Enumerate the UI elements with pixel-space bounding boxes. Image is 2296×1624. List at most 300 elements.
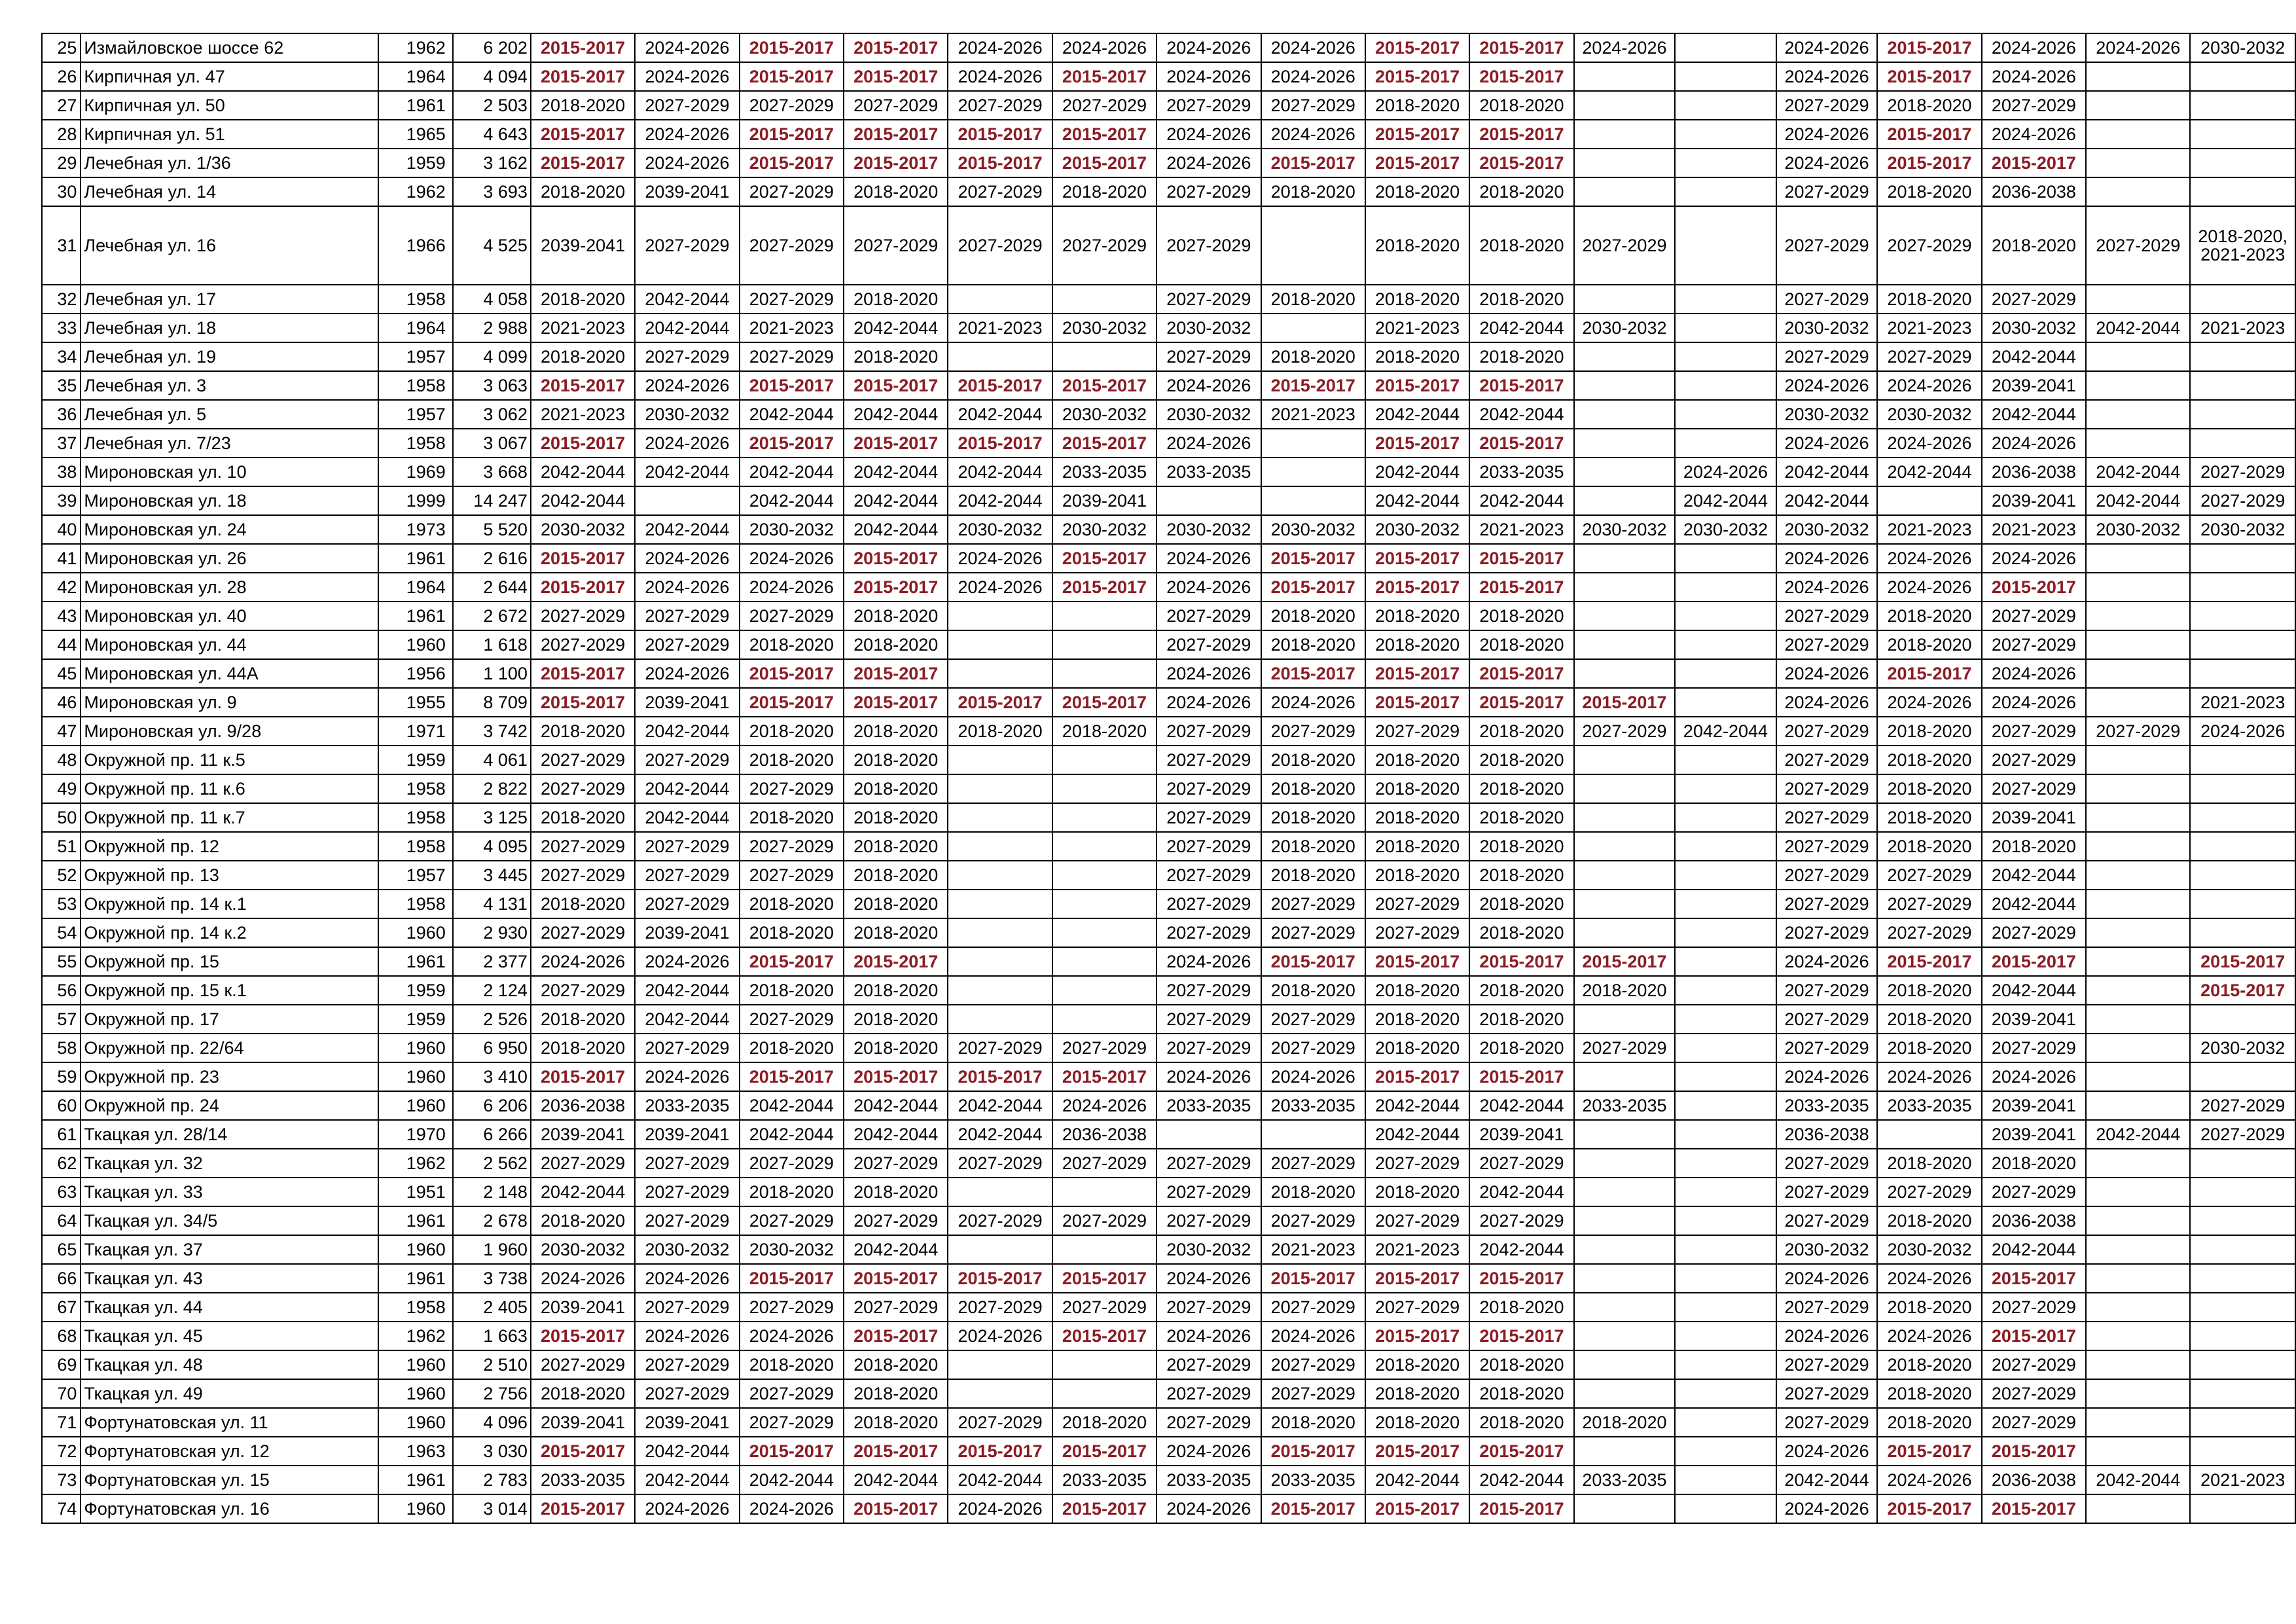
period-cell: 2042-2044 xyxy=(1982,976,2086,1005)
period-cell: 2018-2020 xyxy=(531,91,635,120)
period-cell: 2024-2026 xyxy=(1982,429,2086,458)
period-cell: 2015-2017 xyxy=(1877,120,1981,149)
period-cell: 2039-2041 xyxy=(531,1408,635,1437)
period-cell: 2018-2020 xyxy=(844,746,948,774)
period-cell: 2030-2032 xyxy=(1982,314,2086,342)
period-cell: 2015-2017 xyxy=(844,544,948,573)
year-cell: 1959 xyxy=(378,746,453,774)
period-cell: 2018-2020 xyxy=(1365,1034,1469,1062)
row-number: 44 xyxy=(42,630,81,659)
period-cell: 2018-2020 xyxy=(1469,746,1573,774)
table-row xyxy=(42,33,2295,62)
period-cell: 2015-2017 xyxy=(1365,1322,1469,1350)
period-cell: 2027-2029 xyxy=(1365,1149,1469,1178)
year-cell: 1959 xyxy=(378,976,453,1005)
period-cell: 2042-2044 xyxy=(948,486,1052,515)
period-cell: 2015-2017 xyxy=(948,688,1052,717)
period-cell xyxy=(948,918,1052,947)
period-cell xyxy=(1052,630,1157,659)
period-cell: 2015-2017 xyxy=(948,120,1052,149)
address-cell: Окружной пр. 23 xyxy=(81,1062,378,1091)
period-cell: 2018-2020 xyxy=(1877,1293,1981,1322)
period-cell: 2024-2026 xyxy=(635,429,739,458)
period-cell: 2033-2035 xyxy=(1157,1091,1261,1120)
period-cell: 2015-2017 xyxy=(1877,33,1981,62)
table-row xyxy=(42,1293,2295,1322)
table-row xyxy=(42,717,2295,746)
period-cell xyxy=(1574,832,1676,861)
period-cell xyxy=(948,285,1052,314)
area-cell: 2 526 xyxy=(453,1005,531,1034)
year-cell: 1959 xyxy=(378,149,453,177)
period-cell xyxy=(2086,177,2190,206)
area-cell: 6 950 xyxy=(453,1034,531,1062)
period-cell xyxy=(2190,890,2295,918)
table-row xyxy=(42,573,2295,602)
row-number: 56 xyxy=(42,976,81,1005)
table-row xyxy=(42,1005,2295,1034)
area-cell: 2 988 xyxy=(453,314,531,342)
period-cell: 2027-2029 xyxy=(1982,1034,2086,1062)
period-cell: 2018-2020 xyxy=(1469,832,1573,861)
period-cell: 2015-2017 xyxy=(740,688,844,717)
period-cell: 2027-2029 xyxy=(1157,1408,1261,1437)
period-cell: 2027-2029 xyxy=(1052,1034,1157,1062)
year-cell: 1959 xyxy=(378,1005,453,1034)
period-cell: 2015-2017 xyxy=(1261,1264,1365,1293)
period-cell xyxy=(1675,1293,1776,1322)
period-cell: 2027-2029 xyxy=(844,1206,948,1235)
year-cell: 1963 xyxy=(378,1437,453,1466)
period-cell: 2027-2029 xyxy=(1365,717,1469,746)
period-cell: 2042-2044 xyxy=(1469,1091,1573,1120)
table-row xyxy=(42,1322,2295,1350)
period-cell: 2042-2044 xyxy=(1982,861,2086,890)
row-number: 61 xyxy=(42,1120,81,1149)
period-cell: 2024-2026 xyxy=(635,1494,739,1523)
period-cell: 2018-2020 xyxy=(740,1350,844,1379)
period-cell: 2042-2044 xyxy=(531,1178,635,1206)
period-cell: 2027-2029 xyxy=(635,342,739,371)
address-cell: Окружной пр. 22/64 xyxy=(81,1034,378,1062)
period-cell: 2033-2035 xyxy=(1261,1091,1365,1120)
period-cell: 2042-2044 xyxy=(635,285,739,314)
table-row xyxy=(42,515,2295,544)
year-cell: 1961 xyxy=(378,544,453,573)
period-cell xyxy=(1574,149,1676,177)
period-cell: 2027-2029 xyxy=(948,1408,1052,1437)
row-number: 26 xyxy=(42,62,81,91)
period-cell: 2024-2026 xyxy=(635,1062,739,1091)
period-cell: 2027-2029 xyxy=(1877,890,1981,918)
period-cell: 2024-2026 xyxy=(635,1264,739,1293)
period-cell: 2018-2020 xyxy=(740,1034,844,1062)
period-cell: 2015-2017 xyxy=(1469,1264,1573,1293)
table-row xyxy=(42,1034,2295,1062)
period-cell xyxy=(635,486,739,515)
period-cell xyxy=(2190,1408,2295,1437)
period-cell: 2039-2041 xyxy=(531,206,635,285)
row-number: 54 xyxy=(42,918,81,947)
period-cell: 2027-2029 xyxy=(740,602,844,630)
period-cell xyxy=(1052,832,1157,861)
period-cell xyxy=(2190,1264,2295,1293)
table-row xyxy=(42,832,2295,861)
area-cell: 1 618 xyxy=(453,630,531,659)
period-cell: 2042-2044 xyxy=(2086,1120,2190,1149)
period-cell xyxy=(1574,890,1676,918)
period-cell: 2024-2026 xyxy=(1157,1264,1261,1293)
period-cell: 2024-2026 xyxy=(740,573,844,602)
period-cell: 2015-2017 xyxy=(1574,688,1676,717)
period-cell xyxy=(1675,1437,1776,1466)
period-cell xyxy=(2190,630,2295,659)
period-cell: 2018-2020 xyxy=(740,803,844,832)
period-cell xyxy=(1675,1322,1776,1350)
period-cell: 2027-2029 xyxy=(1776,1034,1878,1062)
period-cell: 2042-2044 xyxy=(1776,486,1878,515)
period-cell: 2042-2044 xyxy=(740,486,844,515)
period-cell: 2024-2026 xyxy=(1877,544,1981,573)
period-cell xyxy=(2190,1149,2295,1178)
period-cell: 2027-2029 xyxy=(2190,1091,2295,1120)
period-cell xyxy=(2190,285,2295,314)
period-cell: 2024-2026 xyxy=(1776,1062,1878,1091)
row-number: 41 xyxy=(42,544,81,573)
period-cell: 2027-2029 xyxy=(1776,861,1878,890)
period-cell: 2015-2017 xyxy=(1261,1494,1365,1523)
period-cell: 2027-2029 xyxy=(1982,1408,2086,1437)
period-cell: 2027-2029 xyxy=(531,630,635,659)
period-cell: 2018-2020 xyxy=(1469,1005,1573,1034)
period-cell xyxy=(2190,832,2295,861)
period-cell: 2018-2020 xyxy=(531,1379,635,1408)
period-cell: 2027-2029 xyxy=(635,890,739,918)
period-cell: 2018-2020 xyxy=(740,918,844,947)
area-cell: 2 405 xyxy=(453,1293,531,1322)
period-cell: 2042-2044 xyxy=(1469,486,1573,515)
period-cell xyxy=(948,832,1052,861)
period-cell: 2042-2044 xyxy=(844,400,948,429)
period-cell: 2018-2020 xyxy=(1469,285,1573,314)
period-cell: 2015-2017 xyxy=(1877,947,1981,976)
period-cell: 2039-2041 xyxy=(1052,486,1157,515)
period-cell: 2015-2017 xyxy=(948,1437,1052,1466)
period-cell: 2042-2044 xyxy=(740,458,844,486)
table-row xyxy=(42,630,2295,659)
area-cell: 4 099 xyxy=(453,342,531,371)
period-cell: 2015-2017 xyxy=(1052,1322,1157,1350)
period-cell: 2015-2017 xyxy=(1365,120,1469,149)
period-cell xyxy=(2086,659,2190,688)
period-cell: 2027-2029 xyxy=(1574,1034,1676,1062)
period-cell: 2018-2020 xyxy=(531,1206,635,1235)
year-cell: 1964 xyxy=(378,573,453,602)
period-cell: 2018-2020 xyxy=(1469,918,1573,947)
period-cell: 2027-2029 xyxy=(844,1293,948,1322)
area-cell: 2 930 xyxy=(453,918,531,947)
period-cell: 2024-2026 xyxy=(1157,62,1261,91)
table-row xyxy=(42,1149,2295,1178)
year-cell: 1957 xyxy=(378,342,453,371)
period-cell: 2042-2044 xyxy=(844,458,948,486)
period-cell: 2042-2044 xyxy=(1776,1466,1878,1494)
period-cell xyxy=(1877,1120,1981,1149)
year-cell: 1962 xyxy=(378,33,453,62)
period-cell: 2042-2044 xyxy=(531,486,635,515)
period-cell: 2027-2029 xyxy=(1574,717,1676,746)
table-row xyxy=(42,1379,2295,1408)
period-cell: 2027-2029 xyxy=(1157,1350,1261,1379)
row-number: 73 xyxy=(42,1466,81,1494)
period-cell: 2015-2017 xyxy=(844,659,948,688)
period-cell: 2018-2020 xyxy=(844,1034,948,1062)
period-cell: 2018-2020 xyxy=(1365,1408,1469,1437)
period-cell: 2018-2020 xyxy=(1261,774,1365,803)
period-cell: 2039-2041 xyxy=(531,1120,635,1149)
period-cell xyxy=(1261,314,1365,342)
period-cell: 2015-2017 xyxy=(1365,429,1469,458)
period-cell xyxy=(2190,746,2295,774)
period-cell: 2027-2029 xyxy=(635,602,739,630)
period-cell: 2042-2044 xyxy=(1877,458,1981,486)
table-row xyxy=(42,149,2295,177)
period-cell: 2015-2017 xyxy=(844,688,948,717)
period-cell: 2024-2026 xyxy=(635,149,739,177)
row-number: 48 xyxy=(42,746,81,774)
period-cell: 2027-2029 xyxy=(531,861,635,890)
period-cell: 2024-2026 xyxy=(1157,120,1261,149)
period-cell: 2018-2020 xyxy=(844,1350,948,1379)
address-cell: Лечебная ул. 17 xyxy=(81,285,378,314)
period-cell: 2018-2020 xyxy=(1365,91,1469,120)
row-number: 30 xyxy=(42,177,81,206)
address-cell: Лечебная ул. 18 xyxy=(81,314,378,342)
area-cell: 14 247 xyxy=(453,486,531,515)
period-cell: 2027-2029 xyxy=(1982,717,2086,746)
period-cell: 2027-2029 xyxy=(948,1293,1052,1322)
period-cell xyxy=(1574,1120,1676,1149)
period-cell: 2018-2020 xyxy=(844,602,948,630)
period-cell: 2042-2044 xyxy=(1365,1091,1469,1120)
period-cell xyxy=(2086,832,2190,861)
period-cell: 2027-2029 xyxy=(1982,285,2086,314)
period-cell: 2018-2020 xyxy=(1365,177,1469,206)
row-number: 36 xyxy=(42,400,81,429)
period-cell: 2018-2020 xyxy=(844,803,948,832)
period-cell: 2018-2020 xyxy=(1877,1149,1981,1178)
period-cell xyxy=(948,659,1052,688)
period-cell: 2018-2020 xyxy=(1877,1206,1981,1235)
period-cell xyxy=(1574,1062,1676,1091)
period-cell: 2042-2044 xyxy=(844,1466,948,1494)
period-cell: 2027-2029 xyxy=(740,832,844,861)
period-cell: 2027-2029 xyxy=(1776,1350,1878,1379)
period-cell: 2042-2044 xyxy=(1982,890,2086,918)
area-cell: 8 709 xyxy=(453,688,531,717)
period-cell: 2042-2044 xyxy=(1982,1235,2086,1264)
table-row xyxy=(42,947,2295,976)
year-cell: 1960 xyxy=(378,918,453,947)
period-cell: 2015-2017 xyxy=(844,1322,948,1350)
period-cell: 2015-2017 xyxy=(844,573,948,602)
period-cell xyxy=(1574,342,1676,371)
period-cell xyxy=(2086,149,2190,177)
period-cell: 2027-2029 xyxy=(1261,918,1365,947)
period-cell: 2039-2041 xyxy=(1982,1091,2086,1120)
period-cell: 2039-2041 xyxy=(531,1293,635,1322)
period-cell: 2024-2026 xyxy=(1261,62,1365,91)
period-cell: 2027-2029 xyxy=(1157,746,1261,774)
year-cell: 1960 xyxy=(378,1034,453,1062)
period-cell xyxy=(1052,890,1157,918)
period-cell: 2027-2029 xyxy=(1982,746,2086,774)
period-cell xyxy=(2190,120,2295,149)
period-cell: 2033-2035 xyxy=(1574,1091,1676,1120)
area-cell: 4 131 xyxy=(453,890,531,918)
year-cell: 1958 xyxy=(378,1293,453,1322)
period-cell: 2018-2020 xyxy=(1261,861,1365,890)
period-cell: 2018-2020 xyxy=(1365,1178,1469,1206)
year-cell: 1958 xyxy=(378,285,453,314)
period-cell: 2030-2032 xyxy=(1675,515,1776,544)
period-cell: 2018-2020 xyxy=(1365,285,1469,314)
period-cell: 2027-2029 xyxy=(740,1408,844,1437)
period-cell: 2024-2026 xyxy=(1157,1062,1261,1091)
period-cell: 2027-2029 xyxy=(1365,1293,1469,1322)
period-cell: 2027-2029 xyxy=(1776,91,1878,120)
period-cell: 2018-2020 xyxy=(1052,1408,1157,1437)
address-cell: Фортунатовская ул. 12 xyxy=(81,1437,378,1466)
period-cell: 2027-2029 xyxy=(1982,1350,2086,1379)
period-cell: 2015-2017 xyxy=(1052,1264,1157,1293)
period-cell: 2027-2029 xyxy=(1776,1005,1878,1034)
area-cell: 4 095 xyxy=(453,832,531,861)
period-cell: 2030-2032 xyxy=(2190,33,2295,62)
row-number: 31 xyxy=(42,206,81,285)
period-cell xyxy=(1574,1005,1676,1034)
period-cell: 2018-2020 xyxy=(531,890,635,918)
period-cell: 2027-2029 xyxy=(1469,1206,1573,1235)
period-cell: 2027-2029 xyxy=(1776,630,1878,659)
period-cell: 2024-2026 xyxy=(1261,1062,1365,1091)
period-cell: 2027-2029 xyxy=(1261,1206,1365,1235)
table-row xyxy=(42,429,2295,458)
period-cell: 2018-2020 xyxy=(844,1408,948,1437)
period-cell: 2027-2029 xyxy=(1776,890,1878,918)
period-cell xyxy=(1675,1062,1776,1091)
period-cell: 2030-2032 xyxy=(1052,400,1157,429)
period-cell: 2018-2020 xyxy=(531,1034,635,1062)
table-row xyxy=(42,1062,2295,1091)
period-cell xyxy=(948,1350,1052,1379)
table-row xyxy=(42,976,2295,1005)
period-cell: 2030-2032 xyxy=(1574,515,1676,544)
period-cell: 2027-2029 xyxy=(1157,861,1261,890)
period-cell: 2018-2020 xyxy=(1982,1149,2086,1178)
period-cell xyxy=(2086,861,2190,890)
period-cell: 2018-2020 xyxy=(1877,1005,1981,1034)
period-cell: 2015-2017 xyxy=(948,371,1052,400)
period-cell: 2027-2029 xyxy=(1877,206,1981,285)
period-cell xyxy=(1574,544,1676,573)
period-cell: 2021-2023 xyxy=(1982,515,2086,544)
row-number: 29 xyxy=(42,149,81,177)
period-cell xyxy=(1574,1293,1676,1322)
period-cell xyxy=(2086,630,2190,659)
table-row xyxy=(42,1206,2295,1235)
period-cell xyxy=(2086,746,2190,774)
period-cell: 2024-2026 xyxy=(740,544,844,573)
period-cell: 2024-2026 xyxy=(1776,371,1878,400)
period-cell xyxy=(1261,1120,1365,1149)
period-cell xyxy=(2190,1322,2295,1350)
period-cell: 2027-2029 xyxy=(2190,486,2295,515)
period-cell: 2018-2020 xyxy=(844,1005,948,1034)
period-cell: 2033-2035 xyxy=(1877,1091,1981,1120)
period-cell: 2024-2026 xyxy=(740,1494,844,1523)
period-cell: 2018-2020 xyxy=(531,177,635,206)
period-cell: 2030-2032 xyxy=(2190,515,2295,544)
period-cell: 2027-2029 xyxy=(740,91,844,120)
period-cell: 2018-2020 xyxy=(1469,861,1573,890)
period-cell xyxy=(2086,285,2190,314)
address-cell: Окружной пр. 15 xyxy=(81,947,378,976)
period-cell: 2027-2029 xyxy=(948,206,1052,285)
period-cell xyxy=(1052,342,1157,371)
row-number: 45 xyxy=(42,659,81,688)
period-cell: 2015-2017 xyxy=(1469,659,1573,688)
period-cell: 2024-2026 xyxy=(2190,717,2295,746)
table-row xyxy=(42,1494,2295,1523)
period-cell: 2018-2020 xyxy=(1877,803,1981,832)
row-number: 57 xyxy=(42,1005,81,1034)
year-cell: 1960 xyxy=(378,630,453,659)
period-cell: 2027-2029 xyxy=(635,630,739,659)
row-number: 74 xyxy=(42,1494,81,1523)
table-row xyxy=(42,371,2295,400)
period-cell: 2018-2020 xyxy=(1365,861,1469,890)
year-cell: 1961 xyxy=(378,947,453,976)
period-cell: 2042-2044 xyxy=(844,314,948,342)
period-cell: 2018-2020 xyxy=(1365,803,1469,832)
period-cell: 2021-2023 xyxy=(2190,314,2295,342)
period-cell: 2027-2029 xyxy=(1157,774,1261,803)
period-cell: 2018-2020 xyxy=(740,976,844,1005)
period-cell: 2024-2026 xyxy=(1157,573,1261,602)
period-cell xyxy=(1052,1235,1157,1264)
period-cell: 2027-2029 xyxy=(1157,1034,1261,1062)
period-cell: 2024-2026 xyxy=(1052,33,1157,62)
period-cell xyxy=(2190,659,2295,688)
address-cell: Лечебная ул. 19 xyxy=(81,342,378,371)
period-cell xyxy=(1574,746,1676,774)
period-cell: 2027-2029 xyxy=(1982,1178,2086,1206)
period-cell xyxy=(2190,1494,2295,1523)
period-cell: 2018-2020 xyxy=(844,1379,948,1408)
period-cell xyxy=(948,774,1052,803)
period-cell: 2015-2017 xyxy=(1365,688,1469,717)
period-cell: 2030-2032 xyxy=(1776,1235,1878,1264)
period-cell: 2027-2029 xyxy=(635,91,739,120)
period-cell: 2039-2041 xyxy=(1982,371,2086,400)
period-cell: 2018-2020 xyxy=(1261,976,1365,1005)
period-cell: 2015-2017 xyxy=(1469,33,1573,62)
period-cell: 2027-2029 xyxy=(1157,918,1261,947)
period-cell: 2018-2020 xyxy=(740,630,844,659)
address-cell: Лечебная ул. 7/23 xyxy=(81,429,378,458)
period-cell: 2024-2026 xyxy=(1776,33,1878,62)
